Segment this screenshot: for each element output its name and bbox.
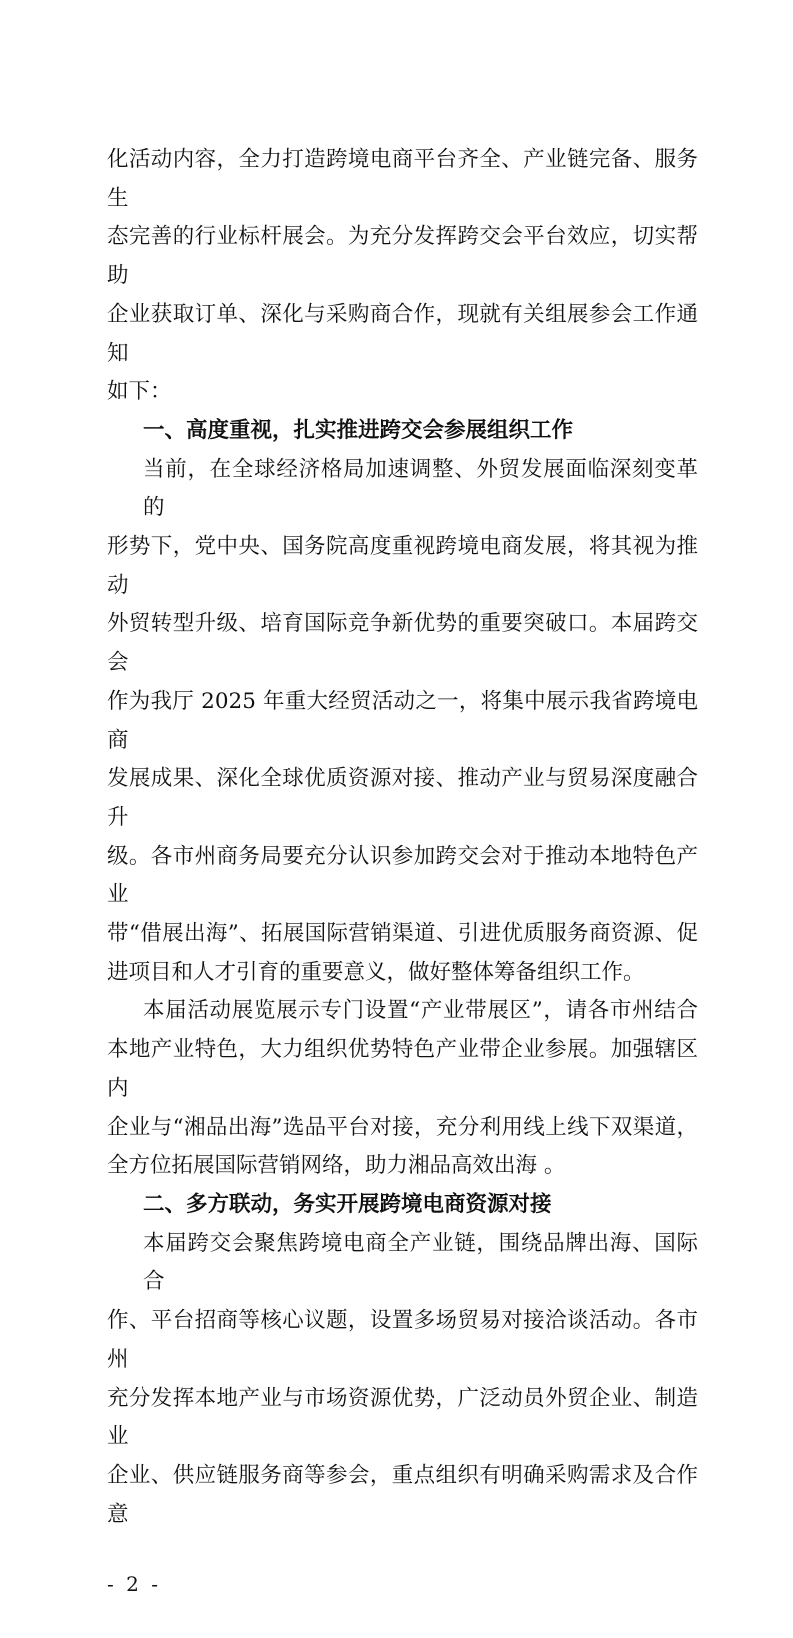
paragraph-line: 作为我厅 2025 年重大经贸活动之一，将集中展示我省跨境电商 <box>107 688 698 753</box>
section-heading: 二、多方联动，务实开展跨境电商资源对接 <box>143 1191 552 1217</box>
paragraph-line: 形势下，党中央、国务院高度重视跨境电商发展，将其视为推动 <box>107 534 698 598</box>
paragraph-line: 带“借展出海”、拓展国际营销渠道、引进优质服务商资源、促 <box>107 921 698 947</box>
paragraph-line: 外贸转型升级、培育国际竞争新优势的重要突破口。本届跨交会 <box>107 611 698 676</box>
paragraph-line: 态完善的行业标杆展会。为充分发挥跨交会平台效应，切实帮助 <box>107 224 698 289</box>
paragraph-line: 充分发挥本地产业与市场资源优势，广泛动员外贸企业、制造业 <box>107 1385 698 1450</box>
paragraph-line: 全方位拓展国际营销网络，助力湘品高效出海 。 <box>107 1153 566 1179</box>
paragraph-line: 本届活动展览展示专门设置“产业带展区”，请各市州结合 <box>143 998 698 1024</box>
section-heading: 一、高度重视，扎实推进跨交会参展组织工作 <box>143 417 574 443</box>
paragraph-line: 企业获取订单、深化与采购商合作，现就有关组展参会工作通知 <box>107 301 698 366</box>
paragraph-line: 级。各市州商务局要充分认识参加跨交会对于推动本地特色产业 <box>107 843 698 908</box>
paragraph-line: 本届跨交会聚焦跨境电商全产业链，围绕品牌出海、国际合 <box>143 1230 698 1295</box>
paragraph-line: 企业与“湘品出海”选品平台对接，充分利用线上线下双渠道， <box>107 1114 698 1140</box>
page-number: - 2 - <box>107 1572 161 1597</box>
paragraph-line: 进项目和人才引育的重要意义，做好整体筹备组织工作。 <box>107 959 645 985</box>
document-body <box>107 141 698 1534</box>
paragraph-line: 本地产业特色，大力组织优势特色产业带企业参展。加强辖区内 <box>107 1037 698 1101</box>
paragraph-line: 企业、供应链服务商等参会，重点组织有明确采购需求及合作意 <box>107 1462 698 1527</box>
paragraph-line: 化活动内容，全力打造跨境电商平台齐全、产业链完备、服务生 <box>107 147 698 211</box>
paragraph-line: 当前，在全球经济格局加速调整、外贸发展面临深刻变革的 <box>143 456 698 521</box>
paragraph-line: 发展成果、深化全球优质资源对接、推动产业与贸易深度融合升 <box>107 766 698 830</box>
paragraph-line: 如下： <box>107 379 172 405</box>
paragraph-line: 作、平台招商等核心议题，设置多场贸易对接洽谈活动。各市州 <box>107 1308 698 1372</box>
